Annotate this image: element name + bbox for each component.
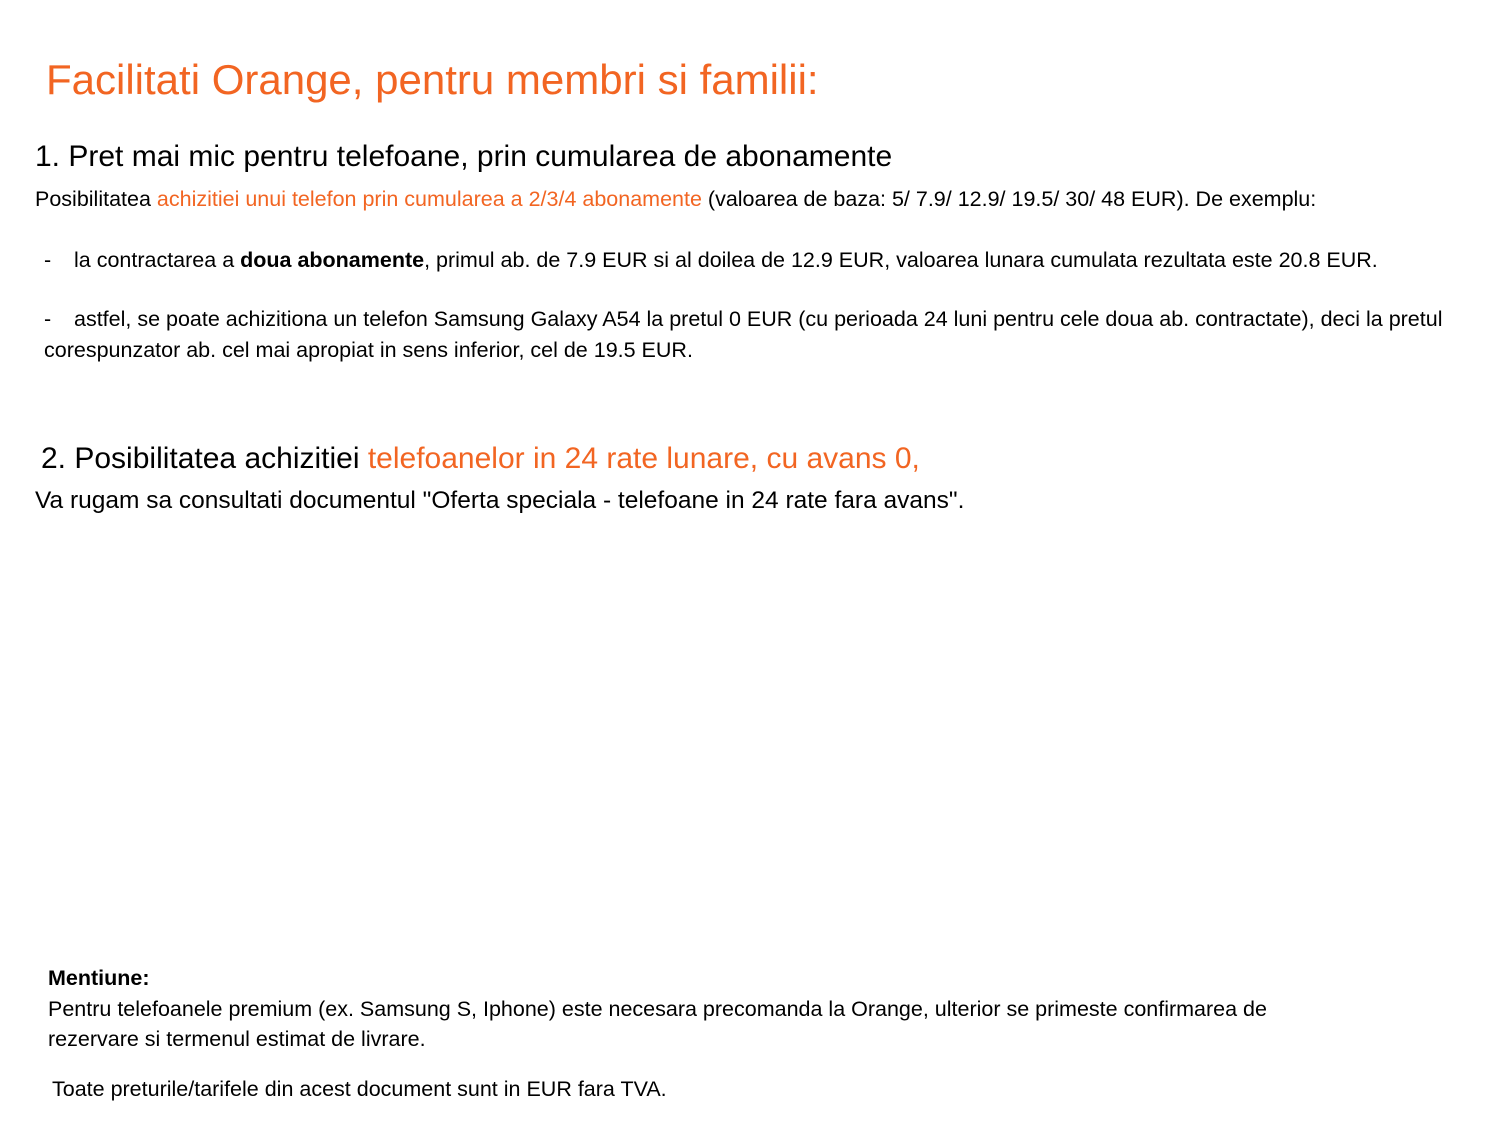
bullet-dash: - bbox=[44, 307, 52, 331]
list-item bbox=[44, 248, 1454, 273]
section1-heading: 1. Pret mai mic pentru telefoane, prin cumularea de abonamente bbox=[35, 140, 893, 173]
bullet1-suffix: , primul ab. de 7.9 EUR si al doilea de 12.9 EUR, valoarea lunara cumulata rezultata este 20.8 EUR. bbox=[424, 248, 1378, 272]
bullet2-text: astfel, se poate achizitiona un telefon Samsung Galaxy A54 la pretul 0 EUR (cu perioada 24 luni pentru cele doua ab. contractate), deci la pretul corespunzator ab. cel mai apropiat in sens inferior, cel de 19.5 EUR. bbox=[44, 307, 1443, 362]
section1-intro-prefix: Posibilitatea bbox=[35, 187, 157, 211]
bullet-dash: - bbox=[44, 248, 52, 272]
footer-note: Toate preturile/tarifele din acest document sunt in EUR fara TVA. bbox=[52, 1077, 667, 1101]
bullet1-prefix: la contractarea a bbox=[74, 248, 241, 272]
section2-heading-prefix: 2. Posibilitatea achizitiei bbox=[41, 442, 368, 475]
page-title: Facilitati Orange, pentru membri si familii: bbox=[46, 56, 819, 103]
section2-text: Va rugam sa consultati documentul "Oferta speciala - telefoane in 24 rate fara avans". bbox=[35, 487, 965, 514]
section2-heading-highlight: telefoanelor in 24 rate lunare, cu avans 0, bbox=[367, 442, 920, 475]
list-item bbox=[44, 304, 1454, 366]
mention-text: Pentru telefoanele premium (ex. Samsung S, Iphone) este necesara precomanda la Orange, ulterior se primeste confirmarea de rezervare si termenul estimat de livrare. bbox=[48, 997, 1267, 1051]
section1-intro bbox=[35, 187, 1445, 212]
bullet1-bold: doua abonamente bbox=[240, 248, 425, 272]
section1-intro-highlight: achizitiei unui telefon prin cumularea a 2/3/4 abonamente bbox=[156, 187, 702, 211]
mention-label: Mentiune: bbox=[48, 966, 150, 990]
section1-intro-suffix: (valoarea de baza: 5/ 7.9/ 12.9/ 19.5/ 30/ 48 EUR). De exemplu: bbox=[701, 187, 1317, 211]
section2-heading bbox=[41, 440, 920, 478]
